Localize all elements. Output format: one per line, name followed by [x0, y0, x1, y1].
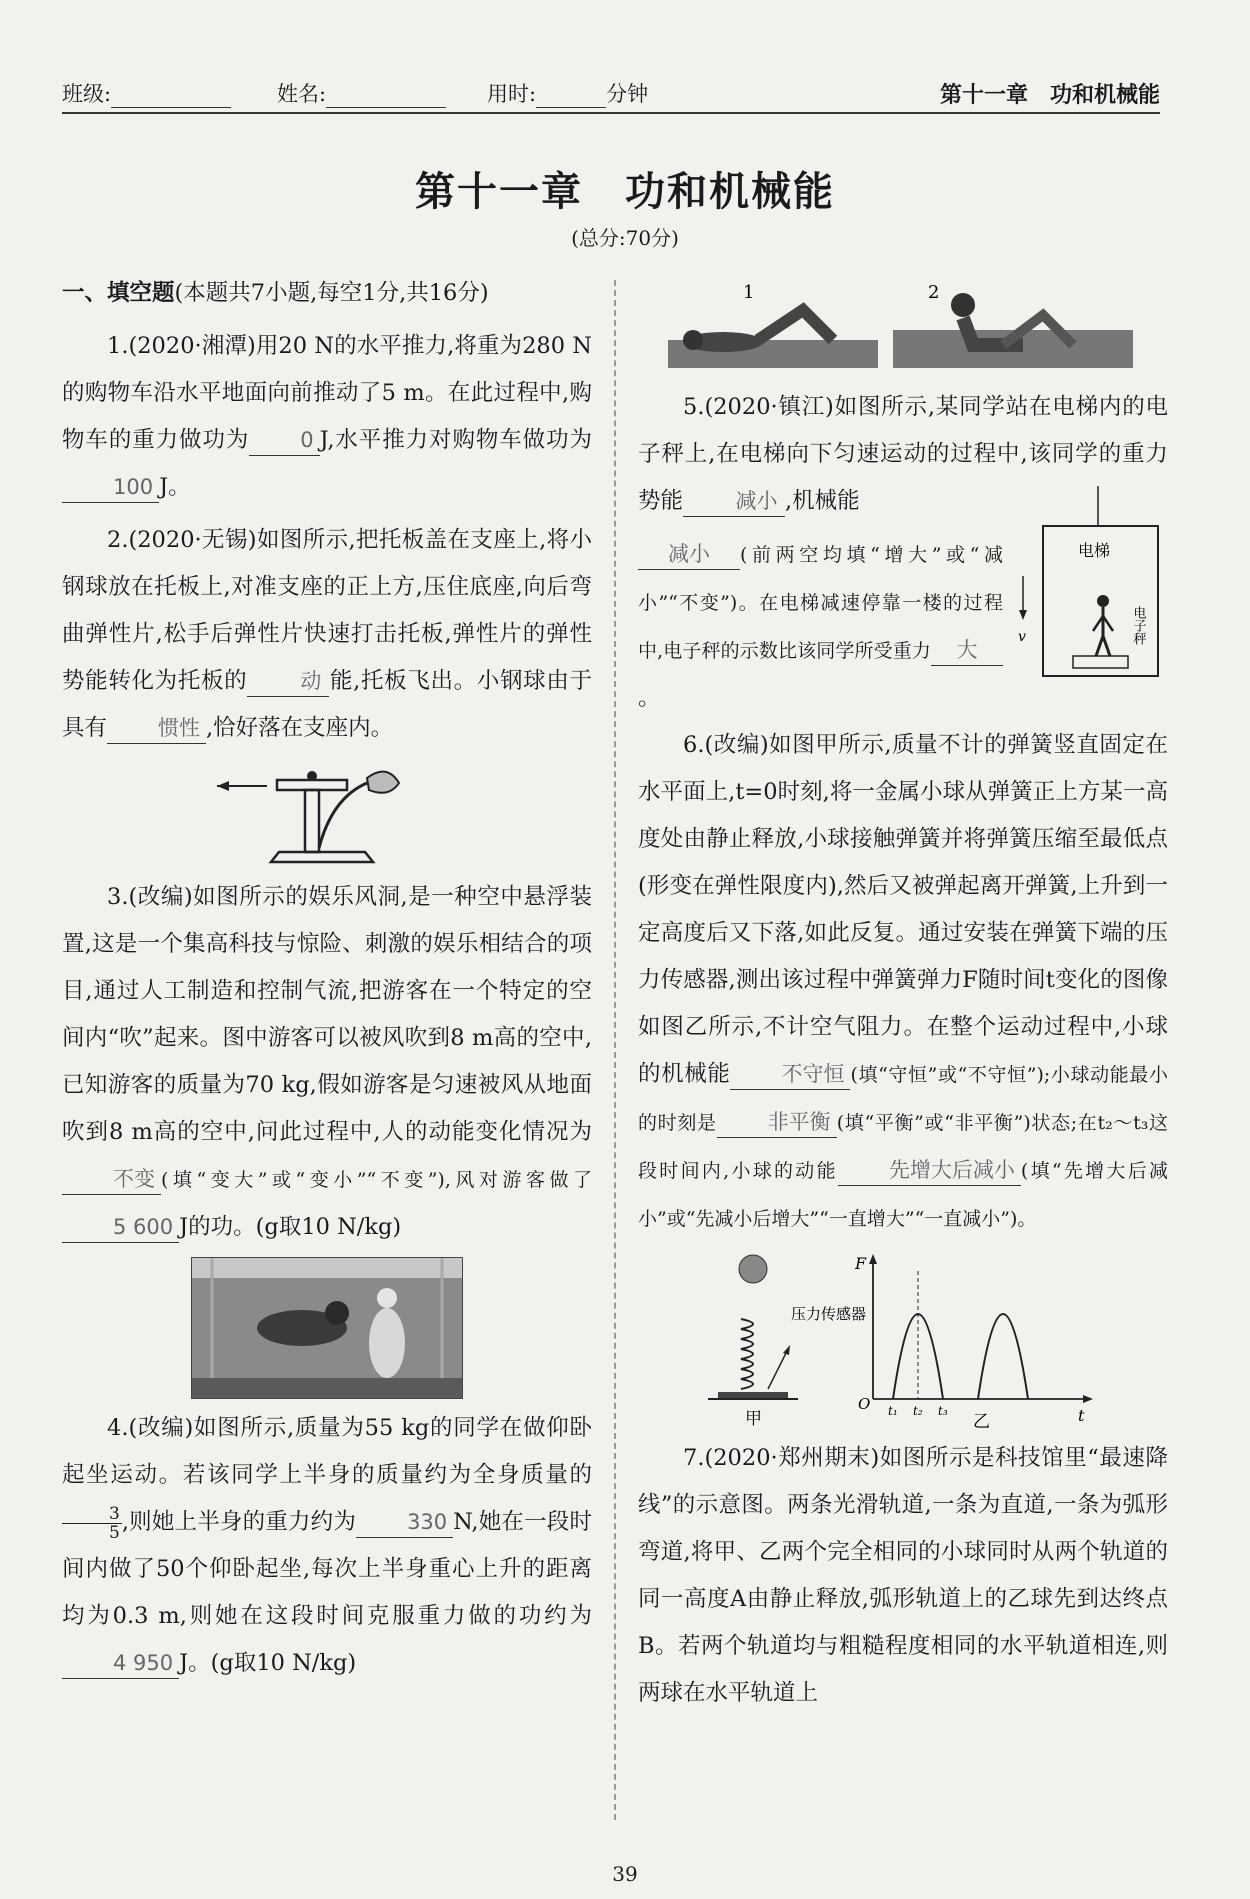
question-3: [62, 874, 592, 1251]
q5-text-c: (前两空均填“增大”或“减小”“不变”)。在电梯减速停靠一楼的过程中,电子秤的示数比该同学所受重力: [638, 544, 1003, 662]
name-field: [277, 78, 446, 108]
question-7: [638, 1435, 1168, 1717]
question-2: [62, 517, 592, 752]
column-divider: [614, 280, 616, 1820]
class-field: [62, 78, 231, 108]
q6-text-d: (填“先增大后减小”或“先减小后增大”“一直增大”“一直减小”)。: [638, 1160, 1168, 1230]
wind-tunnel-image: [192, 1258, 462, 1398]
elevator-diagram: [1008, 486, 1168, 686]
axis-f-label: F: [855, 1254, 867, 1273]
q7-text-a: 7.(2020·郑州期末)如图所示是科技馆里“最速降线”的示意图。两条光滑轨道,一条为直道,一条为弧形弯道,将甲、乙两个完全相同的小球同时从两个轨道的同一高度A由静止释放,弧形轨道上的乙球先到达终点B。若两个轨道均与粗糙程度相同的水平轨道相连,则两球在水平轨道上: [638, 1445, 1168, 1706]
question-6: [638, 722, 1168, 1243]
q4-answer-2[interactable]: 4 950: [62, 1648, 179, 1679]
q3-text-c: J的功。(g取10 N/kg): [179, 1214, 402, 1240]
q6-text-c: (填“平衡”或“非平衡”)状态;在t₂～t₃这段时间内,小球的动能: [638, 1112, 1168, 1182]
header-chapter: 第十一章 功和机械能: [939, 83, 1160, 108]
q6-answer-3[interactable]: 先增大后减小: [838, 1155, 1021, 1186]
tick-t3: t₃: [938, 1404, 948, 1418]
q5-text-d: 。: [638, 685, 661, 711]
origin-label: O: [858, 1395, 871, 1413]
launcher-illustration: [217, 758, 437, 868]
page-title: 第十一章 功和机械能: [415, 169, 835, 215]
q4-fraction: [62, 1505, 122, 1542]
class-blank[interactable]: [111, 85, 231, 108]
q4-text-c: N,她在一段时间内做了50个仰卧起坐,每次上半身重心上升的距离均为0.3 m,则她在这段时间克服重力做的功约为: [62, 1509, 592, 1629]
question-1: [62, 323, 592, 511]
q4-text-b: ,则她上半身的重力约为: [121, 1509, 357, 1535]
velocity-label: v: [1018, 629, 1026, 645]
time-blank[interactable]: [536, 85, 606, 108]
q5-answer-3[interactable]: 大: [931, 635, 1003, 666]
q3-answer-1[interactable]: 不变: [62, 1164, 161, 1195]
page-header: [62, 68, 1160, 114]
right-column: [638, 270, 1168, 1723]
q6-answer-1[interactable]: 不守恒: [730, 1059, 850, 1090]
time-unit: 分钟: [606, 82, 649, 106]
name-label: 姓名:: [277, 82, 327, 106]
section-title: 一、填空题: [62, 280, 175, 306]
spring-force-figure: [693, 1249, 1113, 1429]
section-note: (本题共7小题,每空1分,共16分): [174, 280, 489, 306]
axis-t-label: t: [1078, 1406, 1085, 1425]
q1-text-a: 1.(2020·湘潭)用20 N的水平推力,将重为280 N的购物车沿水平地面向前推动了5 m。在此过程中,购物车的重力做功为: [62, 333, 592, 453]
launcher-figure: [217, 758, 437, 868]
figure-yi-label: 乙: [973, 1412, 990, 1429]
figure-jia-label: 甲: [745, 1409, 762, 1429]
q2-answer-2[interactable]: 惯性: [107, 713, 206, 744]
q1-answer-1[interactable]: 0: [249, 425, 319, 456]
q2-answer-1[interactable]: 动: [247, 666, 329, 697]
page-subtitle: (总分:70分): [571, 226, 679, 250]
q5-body: [638, 531, 1168, 722]
q4-fraction-denominator: 5: [109, 1522, 120, 1543]
q1-answer-2[interactable]: 100: [62, 472, 159, 503]
q5-continued: [638, 531, 1003, 722]
q3-answer-2[interactable]: 5 600: [62, 1212, 179, 1243]
situp-photos: [663, 270, 1143, 380]
tick-t1: t₁: [888, 1404, 898, 1418]
q4-answer-1[interactable]: 330: [356, 1507, 453, 1538]
q6-answer-2[interactable]: 非平衡: [717, 1107, 837, 1138]
time-label: 用时:: [487, 82, 537, 106]
q2-text-b: 能,托板飞出。小钢球由于具有: [62, 668, 592, 741]
page-number: 39: [612, 1862, 638, 1886]
spring-graph: [693, 1249, 1113, 1429]
q5-text-a: 5.(2020·镇江)如图所示,某同学站在电梯内的电子秤上,在电梯向下匀速运动的过程中,该同学的重力势能: [638, 394, 1168, 514]
elevator-label: 电梯: [1078, 541, 1111, 560]
q5-text-b: ,机械能: [785, 488, 860, 514]
situp-figure: [663, 270, 1143, 380]
time-field: [487, 78, 648, 108]
q2-text-a: 2.(2020·无锡)如图所示,把托板盖在支座上,将小钢球放在托板上,对准支座的正上方,压住底座,向后弯曲弹性片,松手后弹性片快速打击托板,弹性片的弹性势能转化为托板的: [62, 527, 592, 694]
name-blank[interactable]: [326, 85, 446, 108]
q4-text-d: J。(g取10 N/kg): [179, 1650, 357, 1676]
question-4: [62, 1405, 592, 1687]
section-heading: [62, 270, 592, 317]
scale-label: 电子秤: [1130, 606, 1146, 645]
q3-text-b: (填“变大”或“变小”“不变”),风对游客做了: [161, 1169, 592, 1191]
q5-answer-2[interactable]: 减小: [638, 539, 740, 570]
q3-text-a: 3.(改编)如图所示的娱乐风洞,是一种空中悬浮装置,这是一个集高科技与惊险、刺激的娱乐相结合的项目,通过人工制造和控制气流,把游客在一个特定的空间内“吹”起来。图中游客可以被风吹到8 m高的空中,已知游客的质量为70 kg,假如游客是匀速被风从地面吹到8 m高的空中,问此过程中,人的动能变化情况为: [62, 884, 592, 1145]
situp-label-2: 2: [928, 282, 940, 303]
q5-answer-1[interactable]: 减小: [683, 486, 785, 517]
situp-label-1: 1: [743, 282, 755, 303]
tick-t2: t₂: [913, 1404, 923, 1418]
q4-text-a: 4.(改编)如图所示,质量为55 kg的同学在做仰卧起坐运动。若该同学上半身的质量约为全身质量的: [62, 1415, 592, 1488]
q4-fraction-numerator: 3: [62, 1505, 122, 1524]
wind-tunnel-photo: [191, 1257, 463, 1399]
q1-text-c: J。: [159, 474, 191, 500]
q1-text-b: J,水平推力对购物车做功为: [319, 427, 592, 453]
q6-text-b: (填“守恒”或“不守恒”);小球动能最小的时刻是: [638, 1064, 1168, 1134]
q6-text-a: 6.(改编)如图甲所示,质量不计的弹簧竖直固定在水平面上,t=0时刻,将一金属小球从弹簧正上方某一高度处由静止释放,小球接触弹簧并将弹簧压缩至最低点(形变在弹性限度内),然后又被弹起离开弹簧,上升到一定高度后又下落,如此反复。通过安装在弹簧下端的压力传感器,测出该过程中弹簧弹力F随时间t变化的图像如图乙所示,不计空气阻力。在整个运动过程中,小球的机械能: [638, 732, 1168, 1087]
left-column: [62, 270, 592, 1693]
q2-text-c: ,恰好落在支座内。: [206, 715, 394, 741]
sensor-label: 压力传感器: [791, 1305, 867, 1323]
class-label: 班级:: [62, 82, 112, 106]
